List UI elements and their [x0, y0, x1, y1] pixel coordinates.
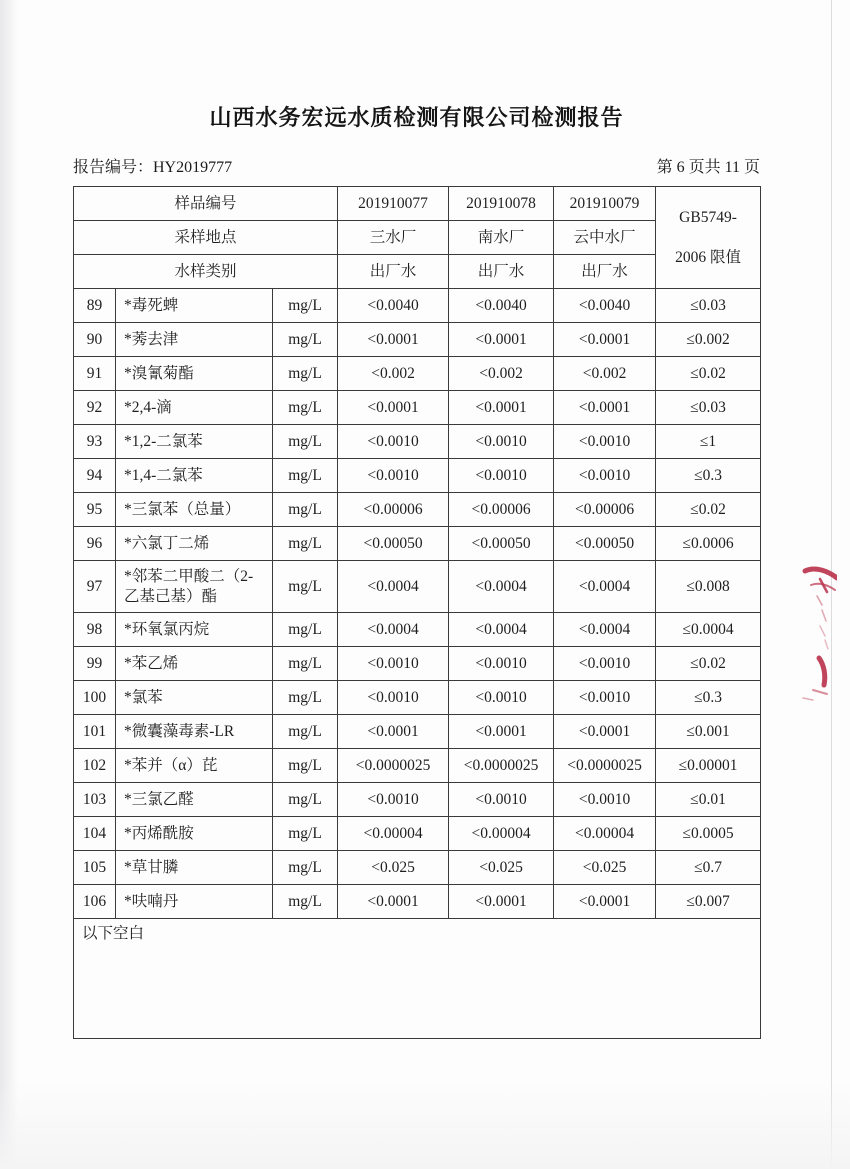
result-sample-2: <0.0010: [449, 647, 554, 681]
parameter-name: *2,4-滴: [116, 391, 273, 425]
table-row: [74, 425, 761, 459]
row-number: 92: [74, 391, 116, 425]
result-sample-2: <0.0001: [449, 391, 554, 425]
result-sample-3: <0.0001: [554, 323, 656, 357]
row-number: 93: [74, 425, 116, 459]
row-number: 99: [74, 647, 116, 681]
limit-header-spacer: [659, 227, 757, 249]
parameter-name: *溴氰菊酯: [116, 357, 273, 391]
report-number: 报告编号：HY2019777: [73, 159, 233, 176]
scan-edge-shadow: [0, 0, 18, 1169]
unit: mg/L: [273, 323, 338, 357]
result-sample-2: <0.025: [449, 851, 554, 885]
result-sample-3: <0.00006: [554, 493, 656, 527]
result-sample-1: <0.0010: [338, 647, 449, 681]
result-sample-3: <0.0010: [554, 425, 656, 459]
result-sample-1: <0.025: [338, 851, 449, 885]
result-sample-1: <0.002: [338, 357, 449, 391]
table-row: [74, 527, 761, 561]
sample-id-label: 样品编号: [74, 187, 338, 221]
result-sample-2: <0.00050: [449, 527, 554, 561]
header-row-sample-id: [74, 187, 761, 221]
result-sample-3: <0.0000025: [554, 749, 656, 783]
parameter-name: *六氯丁二烯: [116, 527, 273, 561]
parameter-name: *莠去津: [116, 323, 273, 357]
scan-bottom-shadow: [0, 1079, 850, 1169]
result-sample-2: <0.0000025: [449, 749, 554, 783]
row-number: 104: [74, 817, 116, 851]
parameter-name: *草甘膦: [116, 851, 273, 885]
row-number: 97: [74, 561, 116, 613]
result-sample-1: <0.00004: [338, 817, 449, 851]
unit: mg/L: [273, 715, 338, 749]
result-sample-2: <0.0010: [449, 681, 554, 715]
limit-value: ≤0.02: [656, 357, 761, 391]
table-header-group: [74, 187, 761, 289]
sample-id-1: 201910077: [338, 187, 449, 221]
result-sample-2: <0.0001: [449, 323, 554, 357]
result-sample-2: <0.0040: [449, 289, 554, 323]
unit: mg/L: [273, 613, 338, 647]
water-type-1: 出厂水: [338, 255, 449, 289]
table-row: [74, 783, 761, 817]
parameter-name: *苯并（α）芘: [116, 749, 273, 783]
limit-standard-line2: 2006 限值: [675, 248, 741, 266]
table-row: [74, 289, 761, 323]
unit: mg/L: [273, 749, 338, 783]
report-page: [73, 0, 760, 1039]
result-sample-1: <0.0010: [338, 783, 449, 817]
page-title: 山西水务宏远水质检测有限公司检测报告: [209, 105, 624, 130]
result-sample-3: <0.0010: [554, 783, 656, 817]
parameter-name: *微囊藻毒素-LR: [116, 715, 273, 749]
row-number: 90: [74, 323, 116, 357]
table-row: [74, 715, 761, 749]
result-sample-1: <0.0001: [338, 323, 449, 357]
row-number: 105: [74, 851, 116, 885]
row-number: 102: [74, 749, 116, 783]
limit-value: ≤0.00001: [656, 749, 761, 783]
limit-value: ≤0.02: [656, 647, 761, 681]
parameter-name: *环氧氯丙烷: [116, 613, 273, 647]
result-sample-1: <0.0001: [338, 715, 449, 749]
result-sample-3: <0.0001: [554, 715, 656, 749]
parameter-name: *三氯乙醛: [116, 783, 273, 817]
scan-page-edge-line: [831, 0, 832, 1169]
table-row: [74, 647, 761, 681]
result-sample-3: <0.0004: [554, 561, 656, 613]
result-sample-2: <0.0004: [449, 613, 554, 647]
parameter-name: *邻苯二甲酸二（2-乙基己基）酯: [116, 561, 273, 613]
sample-id-3: 201910079: [554, 187, 656, 221]
limit-value: ≤0.0006: [656, 527, 761, 561]
result-sample-1: <0.00050: [338, 527, 449, 561]
unit: mg/L: [273, 851, 338, 885]
row-number: 91: [74, 357, 116, 391]
result-sample-3: <0.0010: [554, 459, 656, 493]
limit-value: ≤0.008: [656, 561, 761, 613]
row-number: 98: [74, 613, 116, 647]
unit: mg/L: [273, 289, 338, 323]
parameter-name: *1,4-二氯苯: [116, 459, 273, 493]
parameter-name: *1,2-二氯苯: [116, 425, 273, 459]
limit-value: ≤0.3: [656, 459, 761, 493]
limit-value: ≤0.001: [656, 715, 761, 749]
parameter-name: *毒死蜱: [116, 289, 273, 323]
table-row: [74, 357, 761, 391]
result-sample-3: <0.002: [554, 357, 656, 391]
water-type-2: 出厂水: [449, 255, 554, 289]
result-sample-3: <0.0010: [554, 681, 656, 715]
results-table: [73, 186, 761, 1039]
result-sample-1: <0.0004: [338, 561, 449, 613]
result-sample-3: <0.00004: [554, 817, 656, 851]
blank-below-note: 以下空白: [74, 919, 761, 1039]
limit-value: ≤0.0004: [656, 613, 761, 647]
table-row: [74, 817, 761, 851]
row-number: 96: [74, 527, 116, 561]
result-sample-1: <0.0040: [338, 289, 449, 323]
result-sample-1: <0.0010: [338, 425, 449, 459]
row-number: 94: [74, 459, 116, 493]
limit-value: ≤0.01: [656, 783, 761, 817]
limit-value: ≤1: [656, 425, 761, 459]
result-sample-1: <0.0000025: [338, 749, 449, 783]
report-meta: [73, 154, 760, 177]
result-sample-1: <0.0001: [338, 885, 449, 919]
table-body: [74, 289, 761, 919]
table-row: [74, 851, 761, 885]
limit-value: ≤0.0005: [656, 817, 761, 851]
result-sample-2: <0.0001: [449, 715, 554, 749]
location-label: 采样地点: [74, 221, 338, 255]
footer-row: [74, 919, 761, 1039]
table-row: [74, 323, 761, 357]
result-sample-1: <0.0010: [338, 459, 449, 493]
result-sample-3: <0.00050: [554, 527, 656, 561]
result-sample-2: <0.0010: [449, 783, 554, 817]
result-sample-1: <0.00006: [338, 493, 449, 527]
unit: mg/L: [273, 459, 338, 493]
unit: mg/L: [273, 527, 338, 561]
location-1: 三水厂: [338, 221, 449, 255]
row-number: 101: [74, 715, 116, 749]
parameter-name: *三氯苯（总量）: [116, 493, 273, 527]
unit: mg/L: [273, 493, 338, 527]
result-sample-3: <0.0001: [554, 391, 656, 425]
result-sample-3: <0.0010: [554, 647, 656, 681]
result-sample-3: <0.0001: [554, 885, 656, 919]
water-type-label: 水样类别: [74, 255, 338, 289]
limit-standard-line1: GB5749-: [679, 209, 737, 227]
red-seal-fragment: [795, 558, 837, 708]
row-number: 106: [74, 885, 116, 919]
table-row: [74, 885, 761, 919]
result-sample-1: <0.0001: [338, 391, 449, 425]
unit: mg/L: [273, 783, 338, 817]
unit: mg/L: [273, 425, 338, 459]
unit: mg/L: [273, 391, 338, 425]
row-number: 103: [74, 783, 116, 817]
parameter-name: *呋喃丹: [116, 885, 273, 919]
limit-value: ≤0.007: [656, 885, 761, 919]
table-footer-group: [74, 919, 761, 1039]
limit-value: ≤0.3: [656, 681, 761, 715]
water-type-3: 出厂水: [554, 255, 656, 289]
parameter-name: *丙烯酰胺: [116, 817, 273, 851]
unit: mg/L: [273, 817, 338, 851]
table-row: [74, 493, 761, 527]
page-indicator: 第 6 页共 11 页: [656, 159, 760, 176]
location-3: 云中水厂: [554, 221, 656, 255]
limit-standard-header: [656, 187, 761, 289]
location-2: 南水厂: [449, 221, 554, 255]
table-row: [74, 391, 761, 425]
parameter-name: *苯乙烯: [116, 647, 273, 681]
parameter-name: *氯苯: [116, 681, 273, 715]
result-sample-2: <0.0010: [449, 459, 554, 493]
table-row: [74, 749, 761, 783]
table-row: [74, 681, 761, 715]
limit-value: ≤0.7: [656, 851, 761, 885]
sample-id-2: 201910078: [449, 187, 554, 221]
result-sample-2: <0.0001: [449, 885, 554, 919]
limit-value: ≤0.002: [656, 323, 761, 357]
result-sample-2: <0.00006: [449, 493, 554, 527]
limit-value: ≤0.03: [656, 289, 761, 323]
unit: mg/L: [273, 885, 338, 919]
table-row: [74, 613, 761, 647]
result-sample-2: <0.0010: [449, 425, 554, 459]
result-sample-3: <0.0040: [554, 289, 656, 323]
row-number: 95: [74, 493, 116, 527]
result-sample-2: <0.002: [449, 357, 554, 391]
row-number: 89: [74, 289, 116, 323]
limit-value: ≤0.03: [656, 391, 761, 425]
result-sample-3: <0.025: [554, 851, 656, 885]
unit: mg/L: [273, 647, 338, 681]
table-row: [74, 561, 761, 613]
unit: mg/L: [273, 561, 338, 613]
table-row: [74, 459, 761, 493]
result-sample-2: <0.0004: [449, 561, 554, 613]
result-sample-3: <0.0004: [554, 613, 656, 647]
result-sample-1: <0.0004: [338, 613, 449, 647]
result-sample-1: <0.0010: [338, 681, 449, 715]
unit: mg/L: [273, 681, 338, 715]
row-number: 100: [74, 681, 116, 715]
limit-value: ≤0.02: [656, 493, 761, 527]
result-sample-2: <0.00004: [449, 817, 554, 851]
unit: mg/L: [273, 357, 338, 391]
